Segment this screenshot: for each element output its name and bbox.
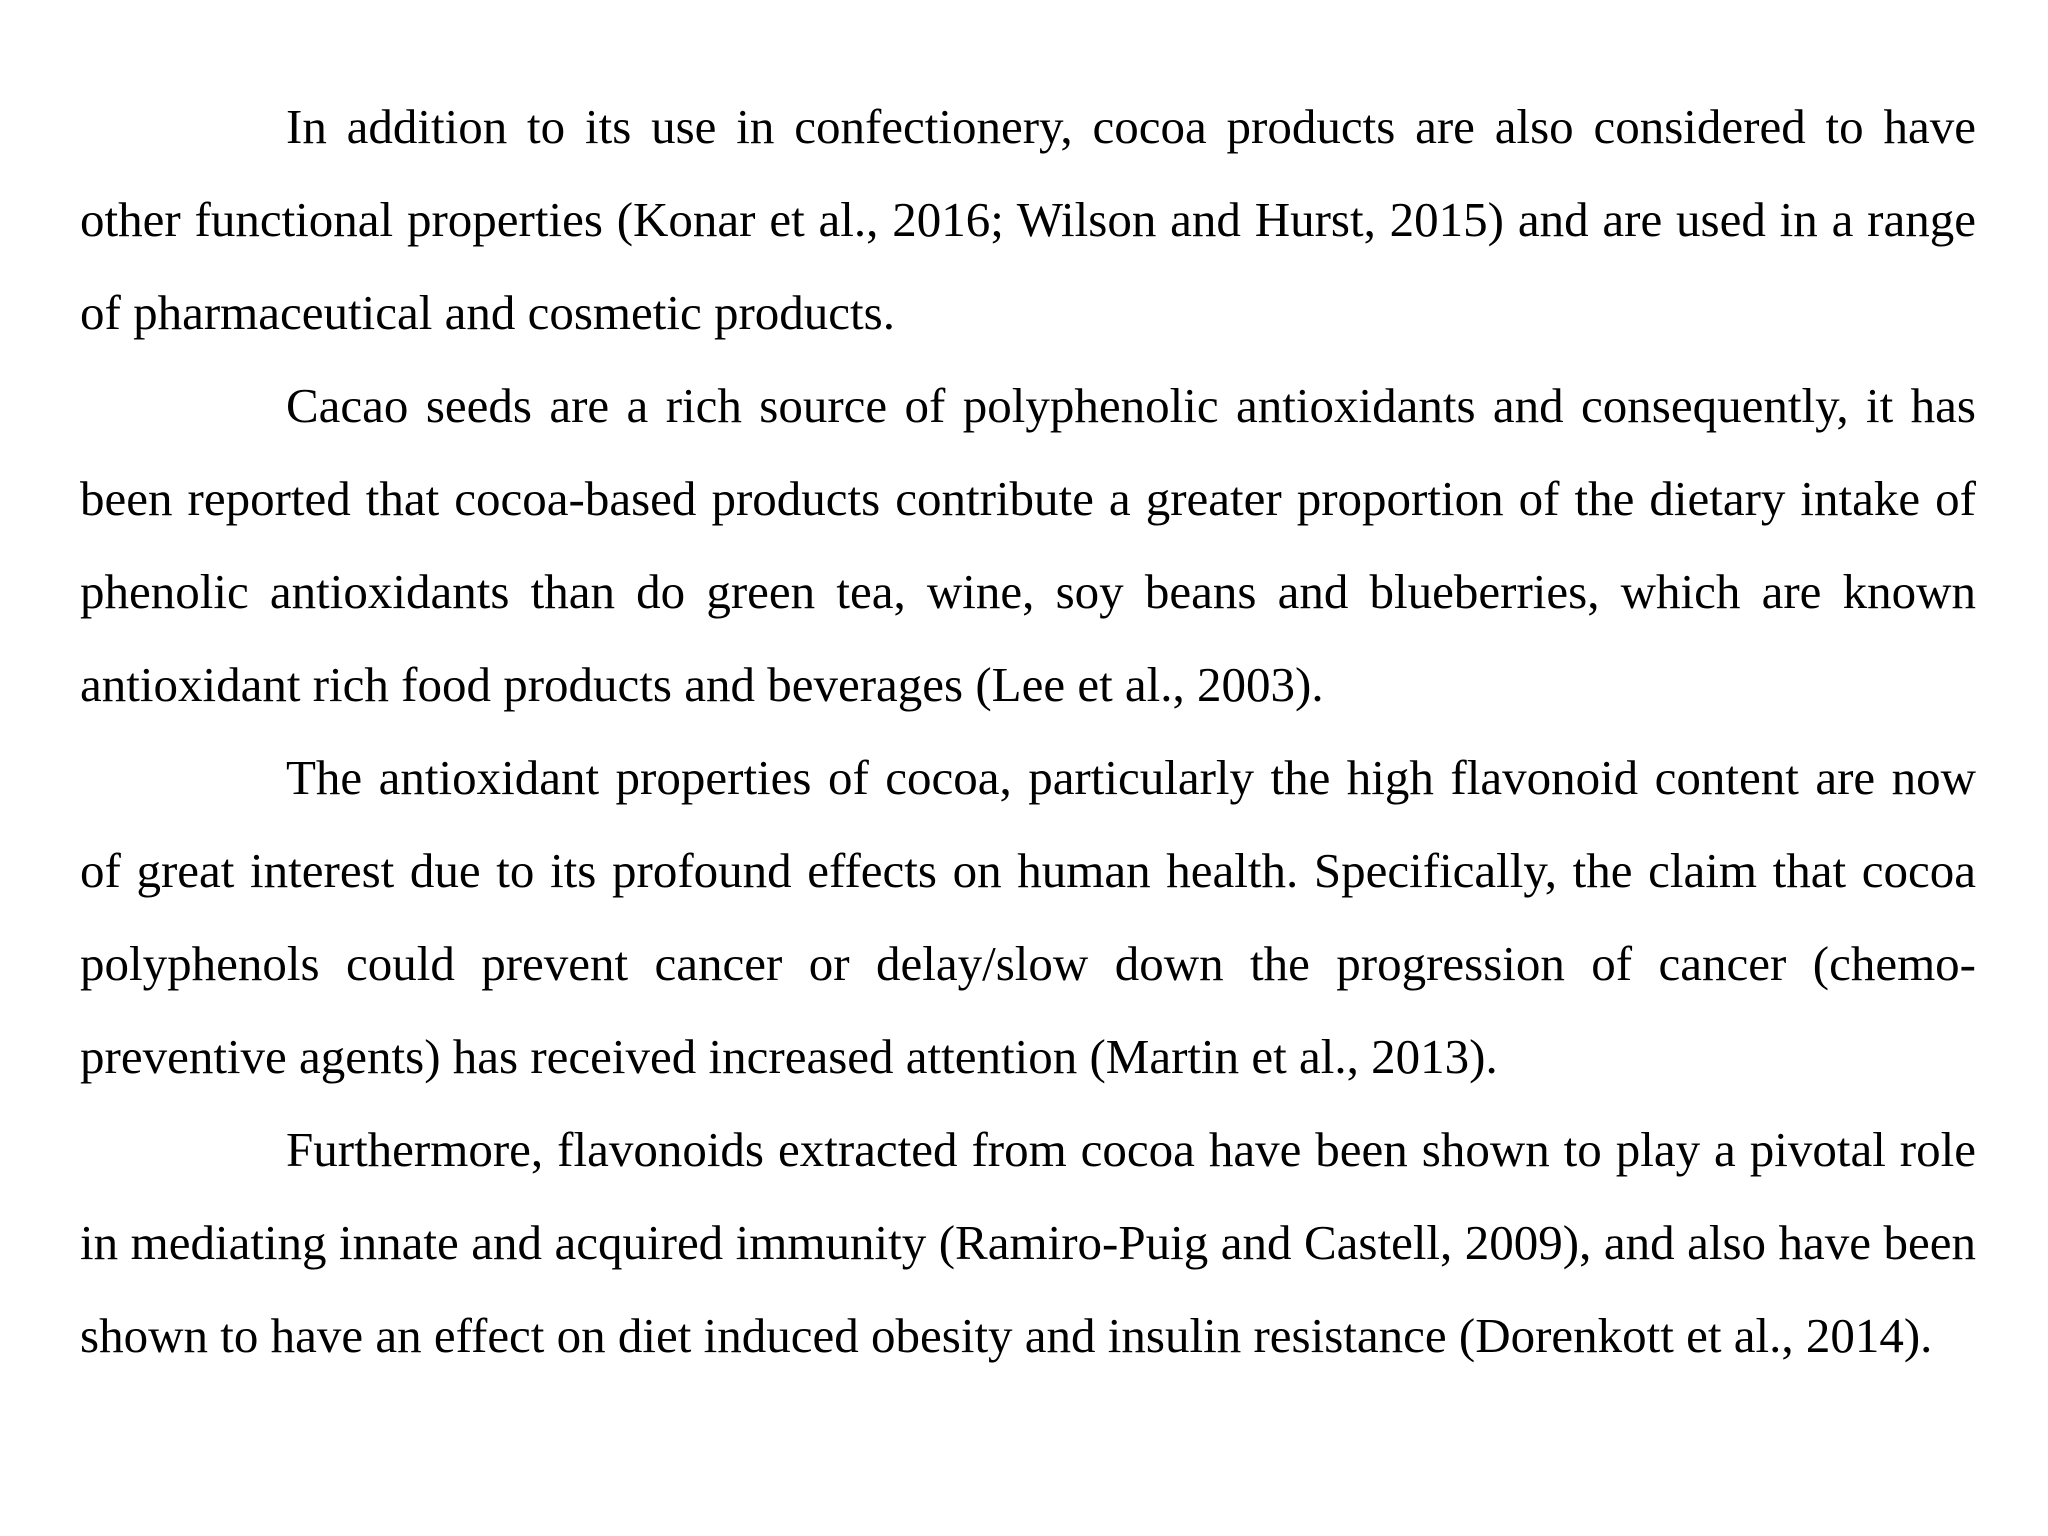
paragraph-confectionery: In addition to its use in confectionery, cocoa products are also considered to have other functional properties (Konar et al., 2016; Wilson and Hurst, 2015) and are used in a range of pharmaceutical and cosmetic products.: [80, 99, 1976, 340]
paragraph-cacao-seeds: Cacao seeds are a rich source of polyphenolic antioxidants and consequently, it has been reported that cocoa-based products contribute a greater proportion of the dietary intake of phenolic antioxidants than do green tea, wine, soy beans and blueberries, which are known antioxidant rich food products and beverages (Lee et al., 2003).: [80, 378, 1976, 712]
paragraph-flavonoids-immunity: Furthermore, flavonoids extracted from cocoa have been shown to play a pivotal role in mediating innate and acquired immunity (Ramiro-Puig and Castell, 2009), and also have been shown to have an effect on diet induced obesity and insulin resistance (Dorenkott et al., 2014).: [80, 1122, 1976, 1363]
paragraph-antioxidant-properties: The antioxidant properties of cocoa, particularly the high flavonoid content are now of great interest due to its profound effects on human health. Specifically, the claim that cocoa polyphenols could prevent cancer or delay/slow down the progression of cancer (chemo-preventive agents) has received increased attention (Martin et al., 2013).: [80, 750, 1976, 1084]
document-body: [80, 80, 1976, 1382]
